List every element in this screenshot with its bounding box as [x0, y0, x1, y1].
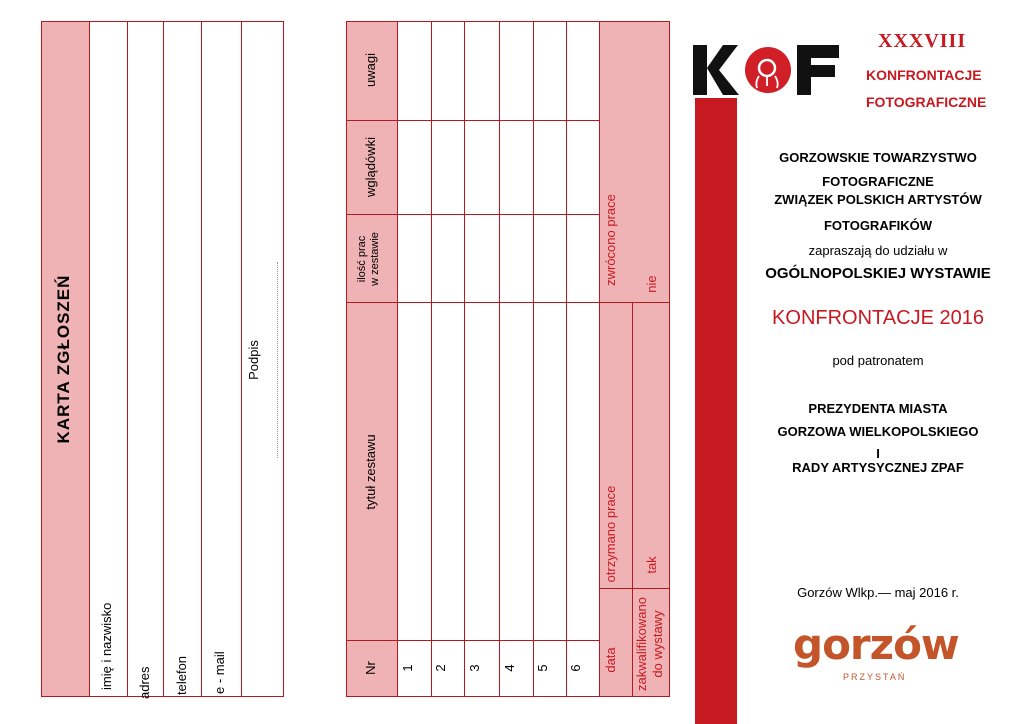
event-title: KONFRONTACJE 2016 — [772, 307, 984, 329]
organizer-1: GORZOWSKIE TOWARZYSTWO — [779, 150, 977, 165]
signature-label: Podpis — [246, 340, 261, 380]
patron-2: GORZOWA WIELKOPOLSKIEGO — [777, 424, 979, 439]
footer-qualified: zakwalifikowano do wystawy — [634, 597, 665, 691]
footer-returned: zwrócono prace — [603, 194, 618, 286]
signature-line[interactable] — [277, 262, 278, 458]
header-notes: uwagi — [363, 53, 378, 87]
logo-line-1: KONFRONTACJE — [866, 67, 982, 83]
table-header-band — [346, 21, 397, 697]
field-name-input[interactable] — [90, 22, 127, 582]
row-number: 5 — [535, 664, 550, 672]
row-number: 6 — [568, 664, 583, 672]
row-number: 1 — [400, 664, 415, 672]
table-row[interactable] — [500, 22, 533, 640]
city-logo-wordmark: gorzów — [793, 620, 959, 669]
footer-no: nie — [644, 275, 659, 293]
field-email-input[interactable] — [202, 22, 241, 642]
header-count: ilość prac w zestawie — [356, 232, 381, 286]
red-strip — [695, 98, 737, 724]
table-row[interactable] — [398, 22, 431, 640]
logo-line-2: FOTOGRAFICZNE — [866, 94, 987, 110]
city-logo-sub: PRZYSTAŃ — [843, 672, 907, 682]
organizer-2: FOTOGRAFICZNE — [822, 174, 934, 189]
patron-1: PREZYDENTA MIASTA — [808, 401, 948, 416]
patronage-text: pod patronatem — [832, 353, 924, 368]
row-number: 2 — [433, 664, 448, 672]
header-previews: wglądówki — [363, 137, 378, 197]
patron-4: RADY ARTYSYCZNEJ ZPAF — [792, 460, 964, 475]
field-phone-input[interactable] — [164, 22, 201, 642]
table-row[interactable] — [567, 22, 599, 640]
row-number: 3 — [467, 664, 482, 672]
field-phone-label: telefon — [174, 655, 189, 695]
organizer-4: FOTOGRAFIKÓW — [823, 218, 933, 233]
table-row[interactable] — [534, 22, 566, 640]
footer-received: otrzymano prace — [603, 485, 618, 583]
form-title: KARTA ZGŁOSZEŃ — [54, 274, 73, 444]
organizer-3: ZWIĄZEK POLSKICH ARTYSTÓW — [774, 192, 982, 207]
invitation-text: zapraszają do udziału w — [808, 243, 948, 258]
header-title: tytuł zestawu — [363, 434, 378, 510]
row-number: 4 — [502, 664, 517, 672]
table-row[interactable] — [465, 22, 499, 640]
field-address-input[interactable] — [128, 22, 163, 642]
table-row[interactable] — [432, 22, 464, 640]
footer-date: data — [603, 647, 618, 673]
footer-yes: tak — [644, 556, 659, 574]
header-nr: Nr — [363, 661, 378, 675]
field-address-label: adres — [137, 666, 152, 699]
exhibition-text: OGÓLNOPOLSKIEJ WYSTAWIE — [765, 265, 991, 282]
place-date: Gorzów Wlkp.— maj 2016 r. — [797, 585, 959, 600]
kof-logo-mark — [693, 40, 843, 102]
patron-3: I — [876, 446, 880, 461]
edition-roman: XXXVIII — [878, 30, 967, 52]
field-name-label: imię i nazwisko — [99, 602, 114, 690]
field-email-label: e - mail — [212, 651, 227, 694]
